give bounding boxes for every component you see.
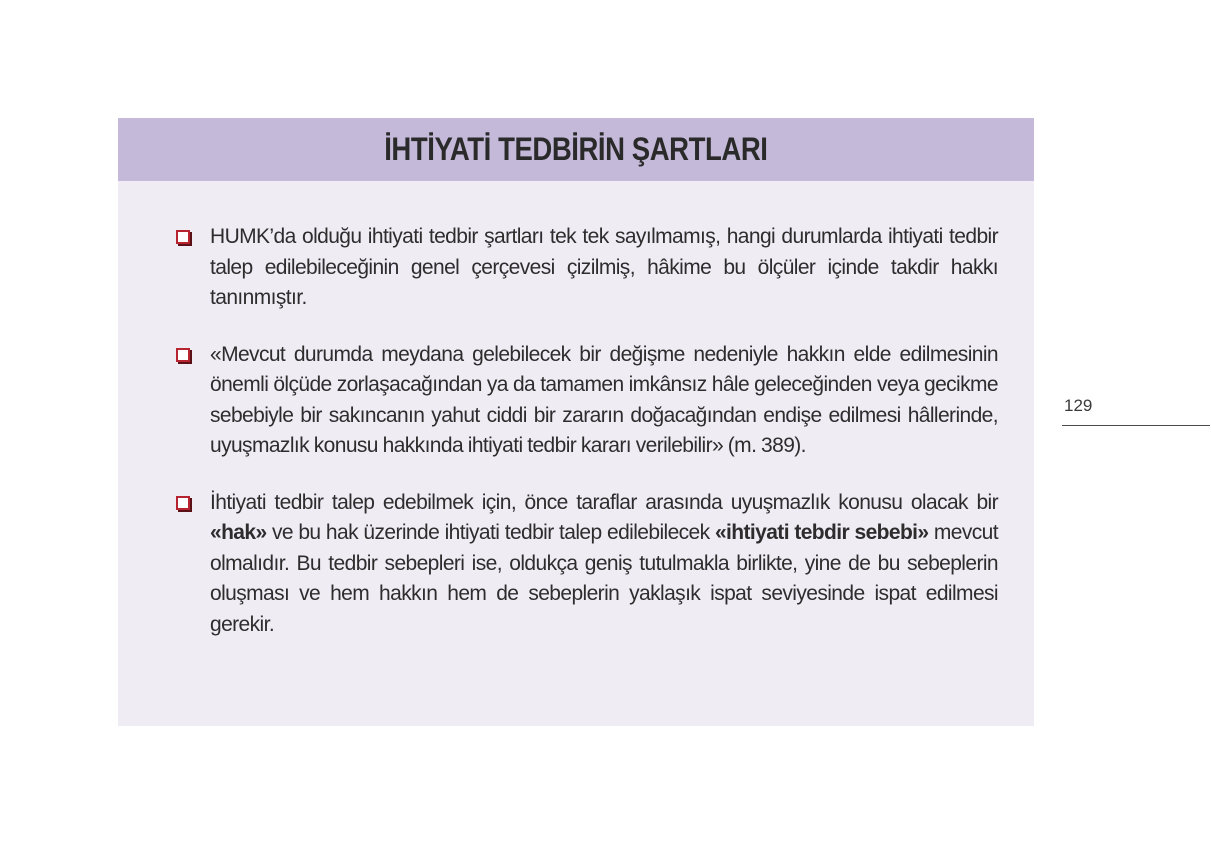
list-item [176, 488, 998, 641]
page-number: 129 [1064, 396, 1093, 415]
list-item [176, 222, 998, 314]
text-segment: HUMK’da olduğu ihtiyati tedbir şartları tek tek sayılmamış, hangi durumlarda ihtiyati tedbir talep edilebileceğinin genel çerçevesi çizilmiş, hâkime bu ölçüler içinde takdir hakkı tanınmıştır. [210, 225, 998, 309]
page-title: İHTİYATİ TEDBİRİN ŞARTLARI [384, 131, 768, 167]
list-item-text [210, 222, 998, 314]
list-item-text [210, 488, 998, 641]
text-segment: «Mevcut durumda meydana gelebilecek bir değişme nedeniyle hakkın elde edilmesinin önemli ölçüde zorlaşacağından ya da tamamen imkânsız hâle geleceğinden veya gecikme sebebiyle bir sakıncanın yahut ciddi bir zararın doğacağından endişe edilmesi hâllerinde, uyuşmazlık konusu hakkında ihtiyati tedbir kararı verilebilir» (m. 389). [210, 342, 998, 457]
checkbox-bullet-icon [176, 496, 190, 510]
bullet-list [176, 222, 998, 666]
text-segment: İhtiyati tedbir talep edebilmek için, önce taraflar arasında uyuşmazlık konusu olacak bir [210, 490, 998, 514]
list-item [176, 340, 998, 462]
checkbox-bullet-icon [176, 230, 190, 244]
checkbox-bullet-icon [176, 348, 190, 362]
page-number-rule [1062, 425, 1210, 426]
content-panel [118, 118, 1034, 726]
bold-term-sebep: «ihtiyati tebdir sebebi» [714, 521, 929, 544]
text-segment: mevcut olmalıdır. Bu tedbir sebepleri ise, oldukça geniş tutulmakla birlikte, yine de bu sebeplerin oluşması ve hem hakkın hem de sebeplerin yaklaşık ispat seviyesinde ispat edilmesi gerekir. [210, 521, 999, 636]
text-segment: ve bu hak üzerinde ihtiyati tedbir talep edilebilecek [266, 521, 715, 544]
bold-term-hak: «hak» [210, 521, 267, 544]
title-banner [118, 118, 1034, 181]
list-item-text [210, 340, 998, 462]
